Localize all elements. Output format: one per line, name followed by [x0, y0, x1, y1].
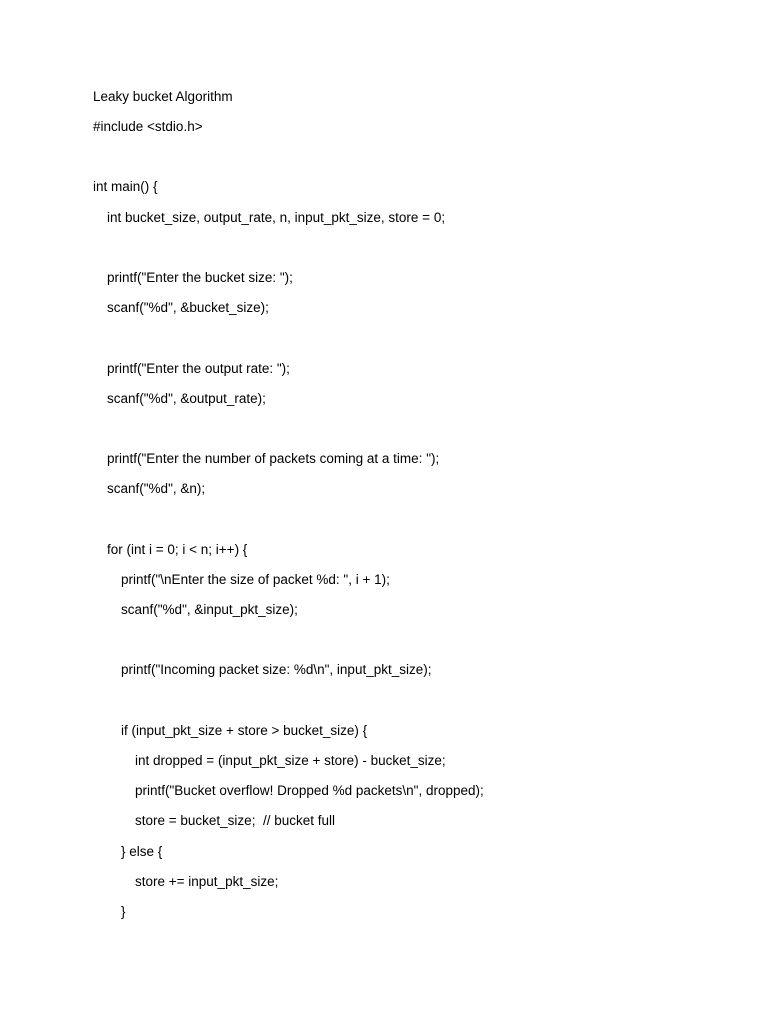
code-line-store-add: store += input_pkt_size;	[135, 874, 279, 889]
code-line-include: #include <stdio.h>	[93, 119, 203, 134]
code-line-printf-overflow: printf("Bucket overflow! Dropped %d packets\n", dropped);	[135, 783, 484, 798]
document-title: Leaky bucket Algorithm	[93, 89, 233, 104]
code-line-printf-rate: printf("Enter the output rate: ");	[107, 361, 290, 376]
code-line-close-brace: }	[121, 904, 126, 919]
code-line-main: int main() {	[93, 179, 158, 194]
code-line-for: for (int i = 0; i < n; i++) {	[107, 542, 248, 557]
code-line-scanf-packet: scanf("%d", &input_pkt_size);	[121, 602, 298, 617]
code-line-scanf-n: scanf("%d", &n);	[107, 481, 206, 496]
code-line-printf-packet: printf("\nEnter the size of packet %d: ", i + 1);	[121, 572, 390, 587]
code-line-declarations: int bucket_size, output_rate, n, input_pkt_size, store = 0;	[107, 210, 446, 225]
code-line-scanf-bucket: scanf("%d", &bucket_size);	[107, 300, 269, 315]
code-line-printf-bucket: printf("Enter the bucket size: ");	[107, 270, 293, 285]
code-line-scanf-rate: scanf("%d", &output_rate);	[107, 391, 266, 406]
code-line-printf-incoming: printf("Incoming packet size: %d\n", input_pkt_size);	[121, 662, 432, 677]
code-line-if: if (input_pkt_size + store > bucket_size) {	[121, 723, 368, 738]
code-line-printf-n: printf("Enter the number of packets coming at a time: ");	[107, 451, 440, 466]
code-line-store-full: store = bucket_size; // bucket full	[135, 813, 335, 828]
code-line-else: } else {	[121, 844, 163, 859]
code-line-dropped: int dropped = (input_pkt_size + store) - bucket_size;	[135, 753, 446, 768]
